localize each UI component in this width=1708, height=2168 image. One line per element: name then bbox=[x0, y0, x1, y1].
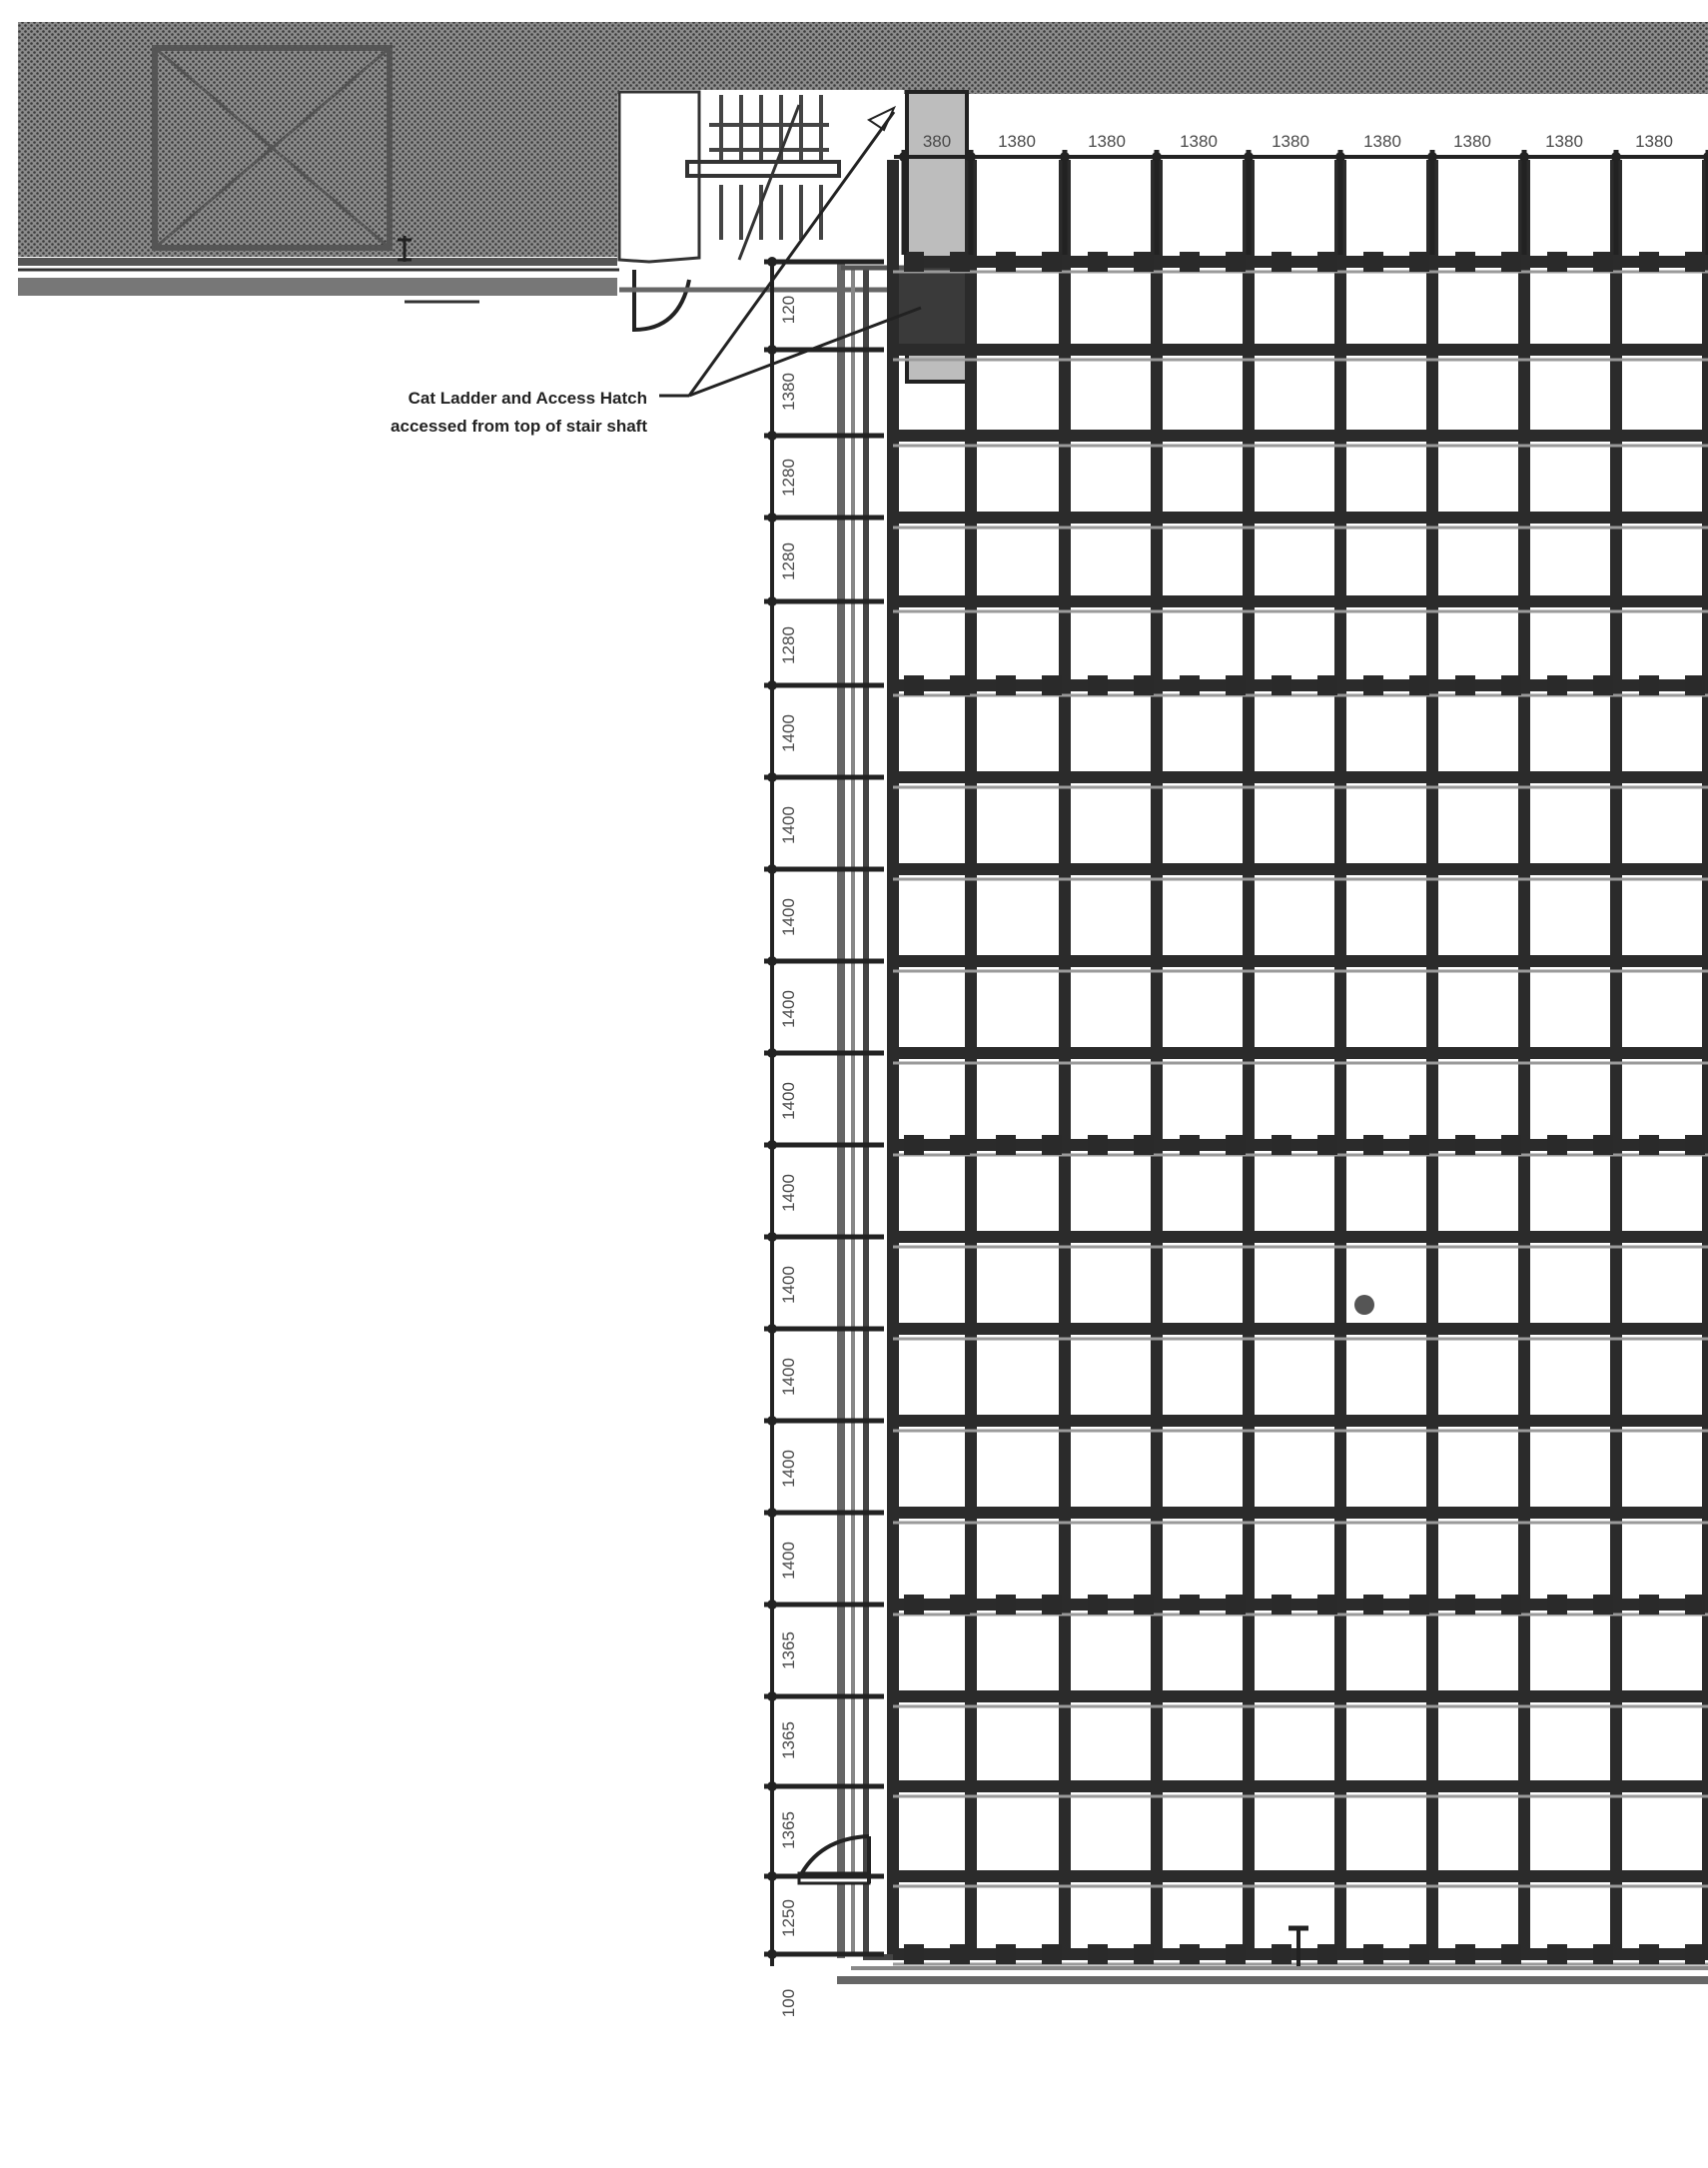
beam-bolt bbox=[1593, 1944, 1613, 1964]
beam-bolt bbox=[1272, 1595, 1291, 1615]
side-dimension-node bbox=[767, 680, 777, 690]
beam-bolt bbox=[1134, 1135, 1154, 1155]
beam-bolt bbox=[1317, 252, 1337, 272]
beam-bolt bbox=[1226, 1595, 1246, 1615]
beam-bolt bbox=[996, 675, 1016, 695]
side-dimension-node bbox=[767, 1781, 777, 1791]
beam-bolt bbox=[1363, 1135, 1383, 1155]
side-dim-4: 1280 bbox=[779, 626, 798, 664]
beam-bolt bbox=[904, 252, 924, 272]
side-dimension-node bbox=[767, 1232, 777, 1242]
beam-bolt bbox=[1409, 1595, 1429, 1615]
beam-bolt bbox=[1363, 1595, 1383, 1615]
beam-bolt bbox=[1593, 1595, 1613, 1615]
beam-bolt bbox=[1088, 675, 1108, 695]
beam-bolt bbox=[1317, 1135, 1337, 1155]
hatched-slab-band bbox=[18, 22, 1708, 280]
beam-bolt bbox=[950, 1944, 970, 1964]
beam-bolt bbox=[996, 1595, 1016, 1615]
beam-bolt bbox=[1272, 252, 1291, 272]
beam-bolt bbox=[996, 252, 1016, 272]
side-dim-8: 1400 bbox=[779, 990, 798, 1028]
side-dimension-node bbox=[767, 431, 777, 441]
side-dimension-node bbox=[767, 956, 777, 966]
beam-bolt bbox=[1685, 252, 1705, 272]
side-dim-16: 1365 bbox=[779, 1721, 798, 1759]
beam-bolt bbox=[1501, 675, 1521, 695]
side-dimension-node bbox=[767, 1691, 777, 1701]
beam-bolt bbox=[1180, 252, 1200, 272]
beam-bolt bbox=[1042, 1135, 1062, 1155]
annotation-line-1: Cat Ladder and Access Hatch bbox=[408, 389, 647, 408]
side-dim-15: 1365 bbox=[779, 1631, 798, 1669]
top-dimension-node bbox=[1427, 152, 1437, 162]
side-dimension-node bbox=[767, 1508, 777, 1518]
beam-bolt bbox=[1409, 1135, 1429, 1155]
beam-bolt bbox=[1363, 252, 1383, 272]
beam-bolt bbox=[1685, 1135, 1705, 1155]
beam-bolt bbox=[1455, 252, 1475, 272]
side-dimension-node bbox=[767, 345, 777, 355]
beam-bolt bbox=[1272, 1135, 1291, 1155]
side-dim-19: 100 bbox=[779, 1988, 798, 2018]
side-dimension-node bbox=[767, 1949, 777, 1959]
beam-bolt bbox=[1409, 252, 1429, 272]
beam-bolt bbox=[1042, 252, 1062, 272]
beam-bolt bbox=[1639, 1135, 1659, 1155]
beam-bolt bbox=[996, 1944, 1016, 1964]
beam-bolt bbox=[1455, 1135, 1475, 1155]
side-dim-9: 1400 bbox=[779, 1082, 798, 1120]
beam-bolt bbox=[1180, 675, 1200, 695]
beam-bolt bbox=[1134, 252, 1154, 272]
side-dimension-node bbox=[767, 1871, 777, 1881]
beam-bolt bbox=[1317, 1944, 1337, 1964]
side-dimension-node bbox=[767, 1600, 777, 1610]
beam-bolt bbox=[1409, 1944, 1429, 1964]
beam-bolt bbox=[1180, 1135, 1200, 1155]
beam-bolt bbox=[950, 1135, 970, 1155]
side-dim-1: 1380 bbox=[779, 373, 798, 411]
beam-bolt bbox=[950, 1595, 970, 1615]
top-dimension-node bbox=[899, 152, 909, 162]
side-dim-14: 1400 bbox=[779, 1542, 798, 1580]
beam-bolt bbox=[1639, 1944, 1659, 1964]
beam-bolt bbox=[1134, 1944, 1154, 1964]
beam-bolt bbox=[904, 1595, 924, 1615]
beam-bolt bbox=[1547, 252, 1567, 272]
beam-bolt bbox=[1685, 1944, 1705, 1964]
beam-bolt bbox=[1226, 675, 1246, 695]
top-dimension-chain bbox=[894, 150, 1708, 255]
side-dim-2: 1280 bbox=[779, 459, 798, 497]
side-dim-6: 1400 bbox=[779, 806, 798, 844]
side-dimension-node bbox=[767, 1140, 777, 1150]
beam-bolt bbox=[1226, 1944, 1246, 1964]
annotation-line-2: accessed from top of stair shaft bbox=[391, 417, 647, 436]
beam-bolt bbox=[1088, 1944, 1108, 1964]
top-dim-4: 1380 bbox=[1272, 132, 1309, 151]
side-dimension-node bbox=[767, 596, 777, 606]
top-dim-8: 1380 bbox=[1635, 132, 1673, 151]
beam-bolt bbox=[1042, 1944, 1062, 1964]
beam-bolt bbox=[1501, 1944, 1521, 1964]
beam-bolt bbox=[1042, 675, 1062, 695]
top-dim-6: 1380 bbox=[1453, 132, 1491, 151]
top-dimension-node bbox=[1244, 152, 1254, 162]
beam-bolt bbox=[1226, 1135, 1246, 1155]
beam-bolt bbox=[1088, 252, 1108, 272]
beam-bolt bbox=[1501, 1595, 1521, 1615]
beam-bolt bbox=[996, 1135, 1016, 1155]
side-dim-7: 1400 bbox=[779, 898, 798, 936]
beam-bolt bbox=[1272, 1944, 1291, 1964]
beam-bolt bbox=[1455, 675, 1475, 695]
ceiling-grid bbox=[893, 160, 1708, 1964]
beam-bolt bbox=[1501, 252, 1521, 272]
beam-bolt bbox=[904, 1944, 924, 1964]
top-dim-3: 1380 bbox=[1180, 132, 1218, 151]
beam-bolt bbox=[1547, 675, 1567, 695]
beam-bolt bbox=[1639, 675, 1659, 695]
side-dimension-node bbox=[767, 513, 777, 523]
fixture-marker bbox=[1354, 1295, 1374, 1315]
beam-bolt bbox=[1134, 675, 1154, 695]
beam-bolt bbox=[1180, 1595, 1200, 1615]
beam-bolt bbox=[1639, 252, 1659, 272]
side-dim-18: 1250 bbox=[779, 1899, 798, 1937]
side-dim-17: 1365 bbox=[779, 1811, 798, 1849]
beam-bolt bbox=[950, 675, 970, 695]
beam-bolt bbox=[1593, 1135, 1613, 1155]
beam-bolt bbox=[1363, 675, 1383, 695]
side-dim-12: 1400 bbox=[779, 1358, 798, 1396]
top-dim-2: 1380 bbox=[1088, 132, 1126, 151]
beam-bolt bbox=[1455, 1595, 1475, 1615]
beam-bolt bbox=[1547, 1595, 1567, 1615]
beam-bolt bbox=[1088, 1595, 1108, 1615]
side-dimension-node bbox=[767, 772, 777, 782]
beam-bolt bbox=[1547, 1944, 1567, 1964]
top-dim-0: 380 bbox=[922, 132, 952, 151]
beam-bolt bbox=[1593, 675, 1613, 695]
top-dim-5: 1380 bbox=[1363, 132, 1401, 151]
side-dimension-node bbox=[767, 257, 777, 267]
beam-bolt bbox=[1593, 252, 1613, 272]
side-dimension-node bbox=[767, 1324, 777, 1334]
side-dimension-node bbox=[767, 864, 777, 874]
top-dimension-node bbox=[966, 152, 976, 162]
beam-bolt bbox=[950, 252, 970, 272]
beam-bolt bbox=[1317, 675, 1337, 695]
beam-bolt bbox=[1317, 1595, 1337, 1615]
beam-bolt bbox=[1180, 1944, 1200, 1964]
beam-bolt bbox=[1685, 1595, 1705, 1615]
top-dimension-node bbox=[1611, 152, 1621, 162]
beam-bolt bbox=[1547, 1135, 1567, 1155]
top-dimension-node bbox=[1060, 152, 1070, 162]
beam-bolt bbox=[1272, 675, 1291, 695]
top-dimension-node bbox=[1335, 152, 1345, 162]
beam-bolt bbox=[1226, 252, 1246, 272]
top-dim-7: 1380 bbox=[1545, 132, 1583, 151]
beam-bolt bbox=[1455, 1944, 1475, 1964]
beam-bolt bbox=[1088, 1135, 1108, 1155]
side-dim-5: 1400 bbox=[779, 714, 798, 752]
side-dim-3: 1280 bbox=[779, 542, 798, 580]
side-dim-10: 1400 bbox=[779, 1174, 798, 1212]
side-dimension-node bbox=[767, 1416, 777, 1426]
beam-bolt bbox=[904, 675, 924, 695]
side-dim-0: 120 bbox=[779, 295, 798, 325]
side-dim-13: 1400 bbox=[779, 1450, 798, 1488]
beam-bolt bbox=[1134, 1595, 1154, 1615]
side-dimension-node bbox=[767, 1048, 777, 1058]
top-dimension-node bbox=[1152, 152, 1162, 162]
top-dimension-node bbox=[1519, 152, 1529, 162]
beam-bolt bbox=[1639, 1595, 1659, 1615]
beam-bolt bbox=[1363, 1944, 1383, 1964]
beam-bolt bbox=[1501, 1135, 1521, 1155]
beam-bolt bbox=[904, 1135, 924, 1155]
beam-bolt bbox=[1409, 675, 1429, 695]
side-dim-11: 1400 bbox=[779, 1266, 798, 1304]
beam-bolt bbox=[1042, 1595, 1062, 1615]
beam-bolt bbox=[1685, 675, 1705, 695]
top-dim-1: 1380 bbox=[998, 132, 1036, 151]
